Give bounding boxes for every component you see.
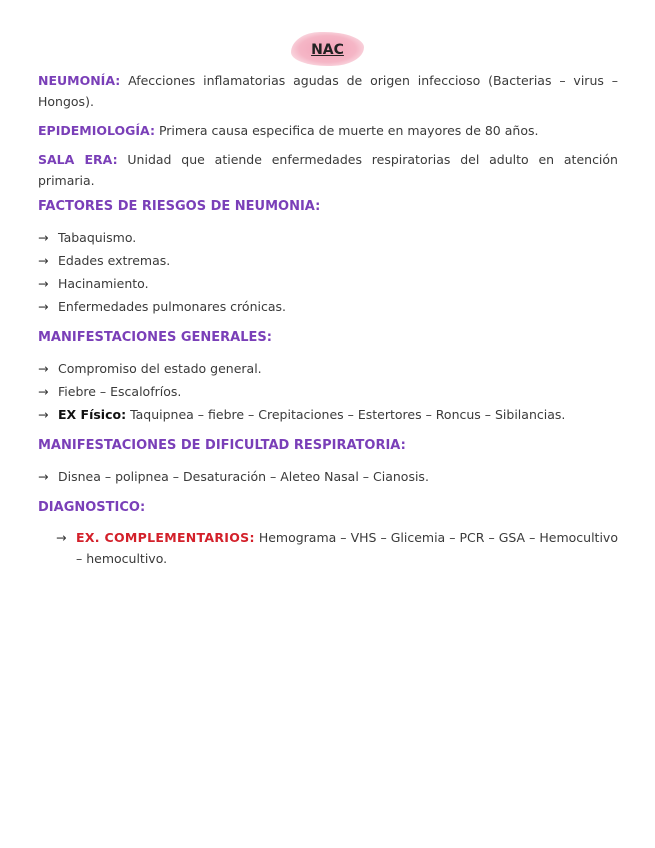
arrow-icon: →	[38, 299, 49, 314]
ex-complementarios-text: Hemograma – VHS – Glicemia – PCR – GSA – Hemocultivo – hemocultivo.	[76, 530, 618, 566]
arrow-icon: →	[38, 407, 49, 422]
arrow-icon: →	[38, 384, 49, 399]
sala-era-text: Unidad que atiende enfermedades respiratorias del adulto en atención primaria.	[38, 152, 618, 188]
list-item-text: Fiebre – Escalofríos.	[58, 384, 182, 399]
arrow-icon: →	[38, 276, 49, 291]
epidemiologia-label: EPIDEMIOLOGÍA:	[38, 123, 155, 138]
title-area	[0, 32, 655, 66]
list-item-text: Enfermedades pulmonares crónicas.	[58, 299, 286, 314]
list-item-text: Compromiso del estado general.	[58, 361, 262, 376]
list-item-text: Hacinamiento.	[58, 276, 149, 291]
arrow-icon: →	[56, 530, 67, 545]
sala-era-paragraph	[38, 149, 618, 191]
arrow-icon: →	[38, 253, 49, 268]
list-item	[38, 380, 618, 403]
epidemiologia-paragraph	[38, 120, 618, 141]
list-item-text: Edades extremas.	[58, 253, 171, 268]
neumonia-paragraph	[38, 70, 618, 112]
manifestaciones-generales-list	[38, 357, 618, 426]
neumonia-label: NEUMONÍA:	[38, 73, 121, 88]
ex-fisico-label: EX Físico:	[58, 407, 127, 422]
list-item	[38, 357, 618, 380]
epidemiologia-text: Primera causa especifica de muerte en mayores de 80 años.	[158, 123, 539, 138]
neumonia-text: Afecciones inflamatorias agudas de origen infeccioso (Bacterias – virus – Hongos).	[38, 73, 618, 109]
factores-list	[38, 226, 618, 318]
arrow-icon: →	[38, 230, 49, 245]
dificultad-list	[38, 465, 618, 488]
ex-complementarios-label: EX. COMPLEMENTARIOS:	[76, 530, 255, 545]
list-item	[38, 295, 618, 318]
list-item-text: Tabaquismo.	[58, 230, 137, 245]
list-item	[38, 249, 618, 272]
list-item	[38, 272, 618, 295]
page-title: NAC	[311, 42, 344, 58]
diagnostico-heading: DIAGNOSTICO:	[38, 500, 146, 515]
manifestaciones-generales-heading: MANIFESTACIONES GENERALES:	[38, 330, 272, 345]
list-item-text: Disnea – polipnea – Desaturación – Aleteo Nasal – Cianosis.	[58, 469, 429, 484]
factores-heading: FACTORES DE RIESGOS DE NEUMONIA:	[38, 199, 321, 214]
title-highlight	[291, 32, 364, 66]
ex-complementarios-item	[38, 527, 618, 569]
ex-fisico-text: Taquipnea – fiebre – Crepitaciones – Estertores – Roncus – Sibilancias.	[130, 407, 566, 422]
list-item	[38, 465, 618, 488]
dificultad-heading: MANIFESTACIONES DE DIFICULTAD RESPIRATORIA:	[38, 438, 406, 453]
sala-era-label: SALA ERA:	[38, 152, 118, 167]
ex-fisico-item	[38, 403, 618, 426]
list-item	[38, 226, 618, 249]
arrow-icon: →	[38, 469, 49, 484]
arrow-icon: →	[38, 361, 49, 376]
diagnostico-list	[38, 527, 618, 569]
content	[38, 70, 618, 581]
